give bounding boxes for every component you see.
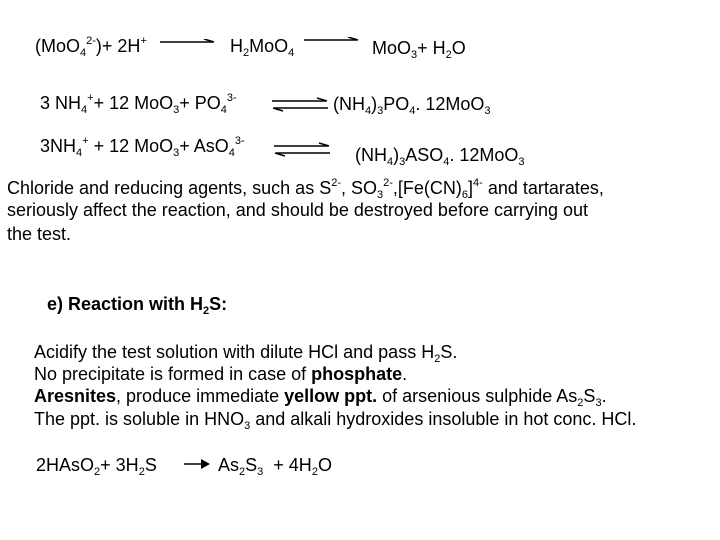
interference-line-1: Chloride and reducing agents, such as $S^{2-}$, $SO_3^{2-},[Fe(CN)_6]^{4-}$ and tartarates, (7, 177, 604, 201)
eq1-products: $MoO_3+ H_2O$ (372, 38, 466, 61)
procedure-line-1: Acidify the test solution with dilute HCl and pass $H_2S$. (34, 342, 458, 365)
procedure-line-2: No precipitate is formed in case of phosphate. (34, 364, 408, 384)
eq3-products: $(NH_4)_3ASO_4$. 12MoO$_3$ (355, 145, 525, 168)
procedure-line-3: Aresnites, produce immediate yellow ppt. of arsenious sulphide $As_2S_3$. (34, 386, 607, 409)
section-heading: e) Reaction with $H_2S$: (47, 294, 228, 317)
procedure-line-4: The ppt. is soluble in $HNO_3$ and alkali hydroxides insoluble in hot conc. HCl. (34, 409, 637, 432)
eq2-reactants: 3 $NH_4^++ 12$ $MoO_3+ PO_4^{3-}$ (40, 92, 237, 116)
eq2-equilibrium-arrow-icon (270, 97, 330, 113)
eq1-arrow-2-icon (302, 37, 362, 47)
eq2-products: $(NH_4)_3PO_4$. 12MoO$_3$ (333, 94, 491, 117)
interference-line-2: seriously affect the reaction, and should be destroyed before carrying out (7, 200, 589, 220)
eq1-arrow-1-icon (158, 39, 218, 49)
eq4-products: $As_2S_3 + 4H_2O$ (218, 455, 332, 478)
eq4-reactants: 2HAsO$_2$+ $3H_2S$ (36, 455, 157, 478)
eq3-reactants: $3NH_4^+ + 12$ MoO$_3$+ AsO$_4^{3-}$ (40, 135, 245, 159)
eq4-arrow-icon (183, 458, 211, 470)
eq3-equilibrium-arrow-icon (272, 142, 332, 158)
interference-line-3: the test. (7, 224, 72, 244)
eq1-intermediate: $H_2MoO_4$ (230, 36, 295, 59)
eq1-reactants: (MoO$_4^{2-}$)+ 2H+ (35, 35, 147, 59)
